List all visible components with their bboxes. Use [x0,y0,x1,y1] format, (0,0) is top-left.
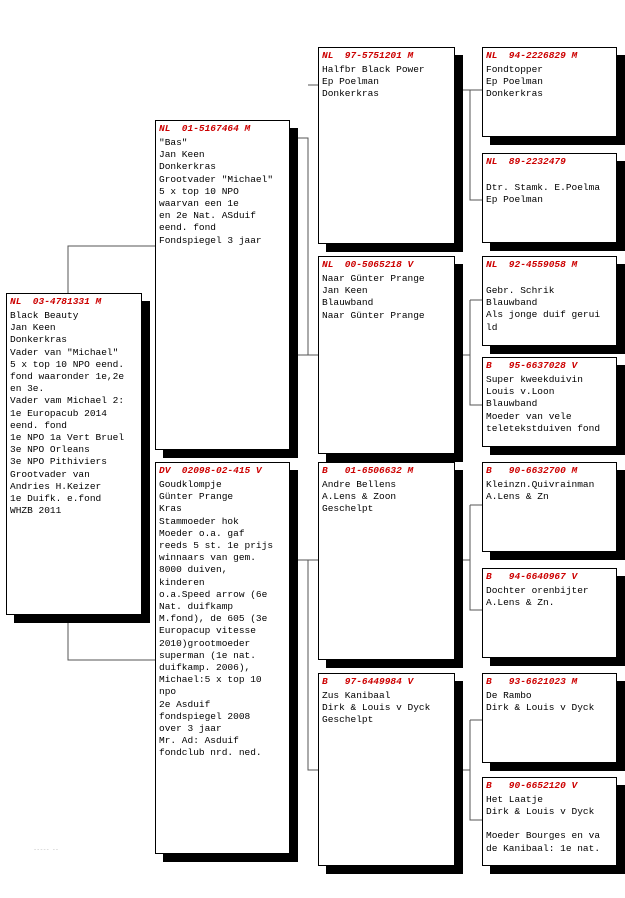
detail-line: Moeder Bourges en va [486,830,601,842]
ring-number: B 90-6652120 V [486,780,578,791]
detail-line: 1e NPO 1a Vert Bruel [10,432,125,444]
detail-line: Fondtopper [486,64,544,75]
detail-line: fondclub nrd. ned. [159,747,262,759]
detail-line: Vader vam Michael 2: [10,395,125,407]
detail-line: Andre Bellens [322,479,397,490]
detail-line: superman (1e nat. [159,649,256,661]
detail-line: "Bas" [159,137,188,148]
connector-line [460,355,484,405]
detail-line: o.a.Speed arrow (6e [159,588,268,600]
ring-number: NL 03-4781331 M [10,296,102,307]
detail-line: Black Beauty [10,310,79,321]
ring-number: DV 02098-02-415 V [159,465,262,476]
detail-line: teletekstduiven fond [486,422,601,434]
detail-line: Ep Poelman [322,76,380,88]
detail-line: M.fond), de 605 (3e [159,613,268,625]
pedigree-sire-box [155,120,290,450]
pigeon-details [486,585,613,609]
pigeon-details [322,64,451,101]
pedigree-great-grandparent-box [482,357,617,447]
ring-number: B 01-6506632 M [322,465,414,476]
pigeon-details [486,794,613,855]
ring-number: NL 92-4559058 M [486,259,578,270]
pedigree-grandparent-box [318,673,455,866]
detail-line: Stammoeder hok [159,515,239,527]
pedigree-great-grandparent-box [482,153,617,243]
detail-line: Vader van "Michael" [10,346,119,358]
detail-line: Blauwband [486,297,538,309]
detail-line: Dirk & Louis v Dyck [486,806,595,818]
detail-line: waarvan een 1e [159,198,239,210]
detail-line: Dochter orenbijter [486,585,589,596]
detail-line: Blauwband [486,398,538,410]
detail-line: en 3e. [10,383,45,395]
detail-line [486,170,613,182]
ring-number: NL 00-5065218 V [322,259,414,270]
detail-line: Dirk & Louis v Dyck [322,702,431,714]
detail-line: Donkerkras [10,334,68,346]
detail-line: Dtr. Stamk. E.Poelma [486,182,601,193]
ring-number: NL 01-5167464 M [159,123,251,134]
detail-line: Grootvader van [10,468,90,480]
detail-line: winnaars van gem. [159,552,256,564]
pigeon-details [159,479,286,760]
detail-line: Jan Keen [10,322,56,334]
ring-number: B 97-6449984 V [322,676,414,687]
detail-line: Ep Poelman [486,76,544,88]
detail-line: Geschelpt [322,714,374,726]
ring-number: B 93-6621023 M [486,676,578,687]
detail-line: 2e Asduif [159,698,211,710]
ring-number: B 95-6637028 V [486,360,578,371]
detail-line: 5 x top 10 NPO [159,185,239,197]
pedigree-great-grandparent-box [482,777,617,866]
detail-line: Moeder o.a. gaf [159,527,245,539]
detail-line: Naar Günter Prange [322,273,425,284]
pigeon-details [486,273,613,334]
ring-number: NL 94-2226829 M [486,50,578,61]
detail-line: eend. fond [10,419,68,431]
ring-number: NL 97-5751201 M [322,50,414,61]
detail-line: 5 x top 10 NPO eend. [10,358,125,370]
detail-line: de Kanibaal: 1e nat. [486,842,601,854]
detail-line: Naar Günter Prange [322,309,425,321]
pigeon-details [486,690,613,714]
pedigree-grandparent-box [318,256,455,454]
detail-line: Halfbr Black Power [322,64,425,75]
detail-line [486,818,613,830]
pigeon-details [159,137,286,247]
detail-line: fondspiegel 2008 [159,710,251,722]
detail-line: Geschelpt [322,503,374,515]
pigeon-details [486,479,613,503]
detail-line: Ep Poelman [486,194,544,206]
detail-line: en 2e Nat. ASduif [159,210,256,222]
pigeon-details [322,479,451,516]
detail-line: Als jonge duif gerui [486,309,601,321]
detail-line: A.Lens & Zn. [486,597,555,609]
detail-line: ld [486,321,498,333]
detail-line [486,273,613,285]
detail-line: Grootvader "Michael" [159,173,274,185]
pigeon-details [486,374,613,435]
detail-line: Zus Kanibaal [322,690,391,701]
detail-line: Dirk & Louis v Dyck [486,702,595,714]
detail-line: Günter Prange [159,491,234,503]
detail-line: Gebr. Schrik [486,285,555,296]
detail-line: fond waaronder 1e,2e [10,371,125,383]
detail-line: 2010)grootmoeder [159,637,251,649]
connector-line [460,770,484,820]
detail-line: Het Laatje [486,794,544,805]
detail-line: A.Lens & Zn [486,491,549,503]
detail-line: A.Lens & Zoon [322,491,397,503]
detail-line: reeds 5 st. 1e prijs [159,540,274,552]
detail-line: npo [159,686,177,698]
pedigree-dam-box [155,462,290,854]
connector-line [290,560,320,770]
detail-line: Fondspiegel 3 jaar [159,234,262,246]
pedigree-grandparent-box [318,47,455,244]
detail-line: duifkamp. 2006), [159,662,251,674]
detail-line: Louis v.Loon [486,386,555,398]
pigeon-details [486,64,613,101]
detail-line: Nat. duifkamp [159,601,234,613]
detail-line: kinderen [159,576,205,588]
detail-line: WHZB 2011 [10,505,62,517]
pedigree-great-grandparent-box [482,568,617,658]
detail-line: Andries H.Keizer [10,480,102,492]
ring-number: B 94-6640967 V [486,571,578,582]
detail-line: Michael:5 x top 10 [159,674,262,686]
faint-footer-mark: ----- -- [34,846,60,853]
detail-line: Donkerkras [159,161,217,173]
pigeon-details [486,170,613,206]
detail-line: Jan Keen [322,285,368,297]
detail-line: eend. fond [159,222,217,234]
detail-line: Super kweekduivin [486,374,583,385]
pedigree-great-grandparent-box [482,256,617,346]
pigeon-details [10,310,138,517]
detail-line: Jan Keen [159,149,205,161]
detail-line: Mr. Ad: Asduif [159,735,239,747]
connector-line [68,614,156,660]
pedigree-great-grandparent-box [482,47,617,137]
connector-line [460,90,484,200]
connector-line [290,138,308,355]
detail-line: 8000 duiven, [159,564,228,576]
connector-line [68,246,156,294]
detail-line: Donkerkras [486,88,544,100]
detail-line: Kras [159,503,182,515]
pedigree-subject-box [6,293,142,615]
pedigree-grandparent-box [318,462,455,660]
connector-line [460,560,484,610]
detail-line: Moeder van vele [486,410,572,422]
pedigree-great-grandparent-box [482,673,617,763]
detail-line: 1e Duifk. e.fond [10,493,102,505]
detail-line: 3e NPO Orleans [10,444,90,456]
pedigree-great-grandparent-box [482,462,617,552]
ring-number: B 90-6632700 M [486,465,578,476]
detail-line: 3e NPO Pithiviers [10,456,107,468]
detail-line: Kleinzn.Quivrainman [486,479,595,490]
ring-number: NL 89-2232479 [486,156,566,167]
detail-line: Donkerkras [322,88,380,100]
detail-line: 1e Europacub 2014 [10,407,107,419]
pigeon-details [322,690,451,727]
pigeon-details [322,273,451,322]
detail-line: De Rambo [486,690,532,701]
detail-line: Blauwband [322,297,374,309]
detail-line: over 3 jaar [159,723,222,735]
detail-line: Europacup vitesse [159,625,256,637]
detail-line: Goudklompje [159,479,222,490]
